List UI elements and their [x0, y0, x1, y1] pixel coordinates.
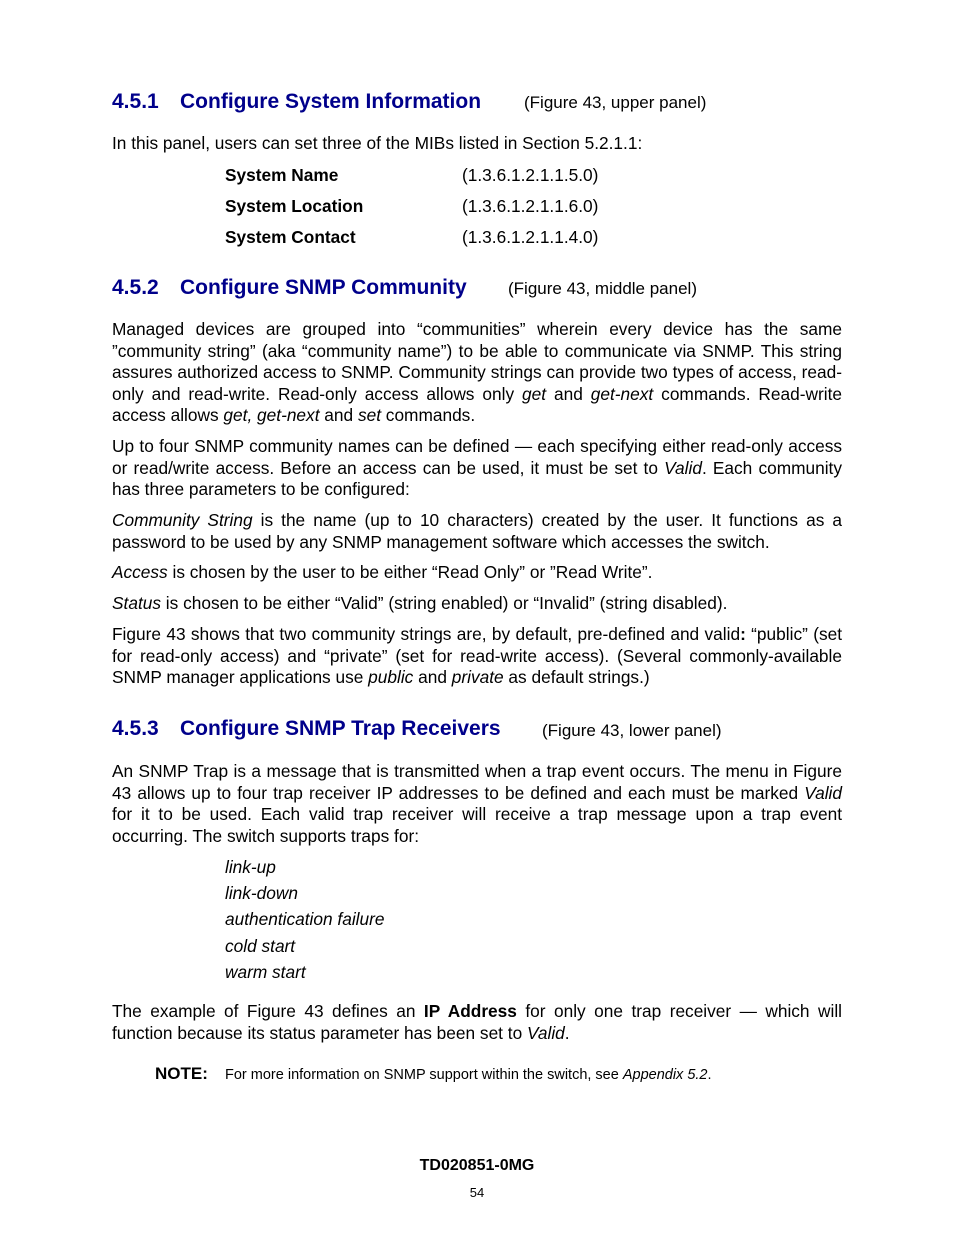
note-reference: Appendix 5.2 [622, 1067, 708, 1083]
note-text: For more information on SNMP support within the switch, see [225, 1067, 623, 1083]
figure-reference: (Figure 43, middle panel) [508, 279, 697, 298]
paragraph [112, 562, 842, 584]
text: . [564, 1022, 570, 1043]
term: Community String [112, 510, 253, 530]
paragraph [112, 761, 842, 847]
emphasis: get, get-next [223, 405, 320, 425]
mib-oid: (1.3.6.1.2.1.1.4.0) [462, 227, 599, 247]
paragraph [112, 1001, 842, 1044]
text: commands. [381, 405, 476, 425]
text: and [413, 667, 452, 687]
section-number: 4.5.3 [112, 717, 159, 740]
section-heading-4-5-2 [112, 276, 467, 300]
paragraph [112, 436, 842, 501]
emphasis: Valid [664, 457, 702, 478]
paragraph: In this panel, users can set three of the MIBs listed in Section 5.2.1.1: [112, 133, 643, 153]
figure-reference: (Figure 43, upper panel) [524, 93, 707, 112]
emphasis: get [522, 383, 547, 404]
text: is chosen by the user to be either “Read Only” or ”Read Write”. [167, 562, 653, 582]
trap-type: cold start [225, 936, 296, 956]
text: for it to be used. Each valid trap receiver will receive a trap message upon a trap event occurring. The switch supports traps for: [112, 804, 842, 846]
section-heading-4-5-1 [112, 90, 481, 114]
text: “public” (set for read-only access) and “private” (set for read-write access). (Several commonly-available SNMP manager applications use [112, 624, 842, 687]
section-title: Configure SNMP Community [180, 276, 467, 299]
text: and [546, 383, 591, 404]
mib-oid: (1.3.6.1.2.1.1.5.0) [462, 165, 599, 185]
trap-type: link-down [225, 883, 298, 903]
text: . Each community has three parameters to be configured: [112, 457, 842, 499]
page-number: 54 [469, 1185, 485, 1200]
text: : [740, 624, 746, 644]
text: commands. Read-write access allows [112, 383, 842, 425]
note-label: NOTE: [155, 1064, 208, 1083]
text: is chosen to be either “Valid” (string enabled) or “Invalid” (string disabled). [161, 593, 728, 613]
trap-type: authentication failure [225, 909, 385, 929]
term: Status [112, 593, 161, 613]
text: Figure 43 shows that two community strings are, by default, pre-defined and valid [112, 624, 741, 644]
paragraph [112, 510, 842, 553]
trap-type: warm start [225, 962, 306, 982]
text: for only one trap receiver — which will function because its status parameter has been set to [112, 1001, 843, 1043]
mib-name: System Contact [225, 227, 356, 247]
emphasis: private [451, 667, 504, 687]
emphasis: Valid [804, 782, 842, 803]
text: The example of Figure 43 defines an [112, 1001, 424, 1021]
section-number: 4.5.2 [112, 276, 159, 299]
section-title: Configure SNMP Trap Receivers [180, 717, 501, 740]
text: as default strings.) [503, 667, 650, 687]
section-number: 4.5.1 [112, 90, 159, 113]
text: Managed devices are grouped into “communities” wherein every device has the same ”community string” (aka “community name”) to be able to communicate via SNMP. This string assures authorized access to SNMP. Community strings can provide two types of access, read-only and read-write. Read-only access allows only [112, 319, 842, 404]
emphasis: set [357, 405, 381, 425]
text: is the name (up to 10 characters) created by the user. It functions as a password to be used by any SNMP management software which accesses the switch. [112, 510, 842, 552]
emphasis: get-next [590, 383, 654, 404]
text: and [319, 405, 358, 425]
paragraph [112, 593, 842, 615]
mib-name: System Name [225, 165, 339, 185]
mib-oid: (1.3.6.1.2.1.1.6.0) [462, 196, 599, 216]
note-end: . [707, 1067, 712, 1083]
emphasis: Valid [527, 1022, 565, 1043]
trap-type: link-up [225, 857, 276, 877]
note [155, 1064, 712, 1084]
figure-reference: (Figure 43, lower panel) [542, 721, 722, 740]
mib-name: System Location [225, 196, 364, 216]
text: An SNMP Trap is a message that is transmitted when a trap event occurs. The menu in Figure 43 allows up to four trap receiver IP addresses to be defined and each must be marked [112, 761, 842, 803]
term: Access [112, 562, 168, 582]
document-id: TD020851-0MG [419, 1157, 535, 1174]
paragraph [112, 319, 842, 427]
emphasis: public [368, 667, 414, 687]
text: Up to four SNMP community names can be defined — each specifying either read-only access or read/write access. Before an access can be used, it must be set to [112, 436, 842, 478]
emphasis: IP Address [423, 1001, 517, 1021]
section-title: Configure System Information [180, 90, 482, 113]
section-heading-4-5-3 [112, 717, 501, 741]
paragraph [112, 624, 842, 689]
